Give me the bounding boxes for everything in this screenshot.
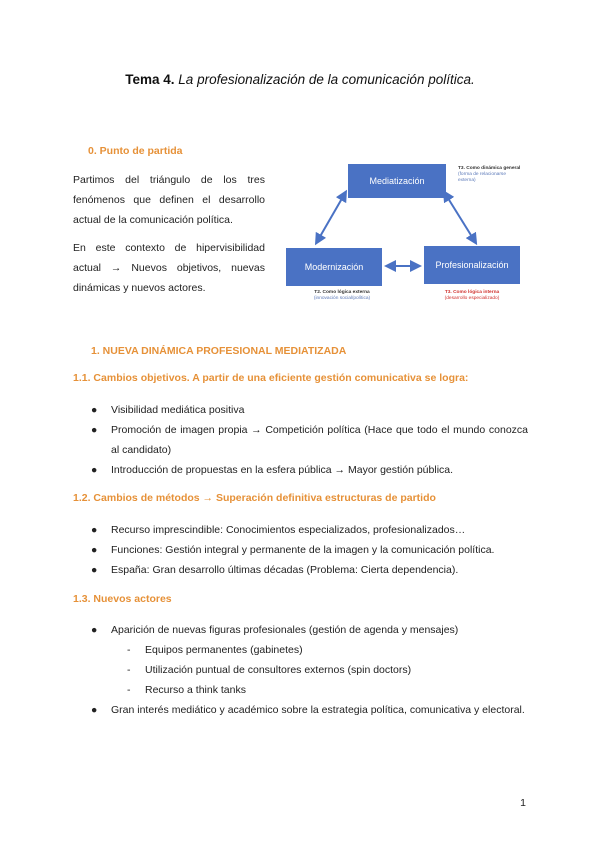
note-right-heading: T3. Como lógica interna	[444, 290, 500, 295]
note-left-sub: (innovación social/política)	[313, 296, 371, 301]
list-item	[91, 620, 528, 640]
bullet-icon: ●	[91, 524, 98, 536]
page-number: 1	[520, 797, 526, 809]
list-1-2	[91, 520, 528, 580]
list-item-text: Promoción de imagen propia → Competición política (Hace que todo el mundo conozca al candidato)	[111, 424, 528, 456]
bullet-icon: ●	[91, 424, 98, 436]
arrow-mediatizacion-profesionalizacion	[446, 195, 474, 240]
sublist-item-text: Equipos permanentes (gabinetes)	[145, 644, 303, 656]
bullet-icon: ●	[91, 704, 98, 716]
title-text: La profesionalización de la comunicación política.	[178, 72, 475, 87]
list-item	[91, 560, 528, 580]
sublist-item	[127, 680, 527, 700]
intro-paragraph-2: En este contexto de hipervisibilidad actual → Nuevos objetivos, nuevas dinámicas y nuevos actores.	[73, 242, 265, 294]
list-item-text: Gran interés mediático y académico sobre la estrategia política, comunicativa y electoral.	[111, 704, 525, 716]
note-top-heading: T3. Como dinámica general	[458, 166, 521, 171]
bullet-icon: ●	[91, 624, 98, 636]
list-item	[91, 420, 528, 460]
dash-icon: -	[127, 664, 131, 676]
note-top	[458, 166, 522, 184]
list-item	[91, 540, 528, 560]
section-1-3-heading: 1.3. Nuevos actores	[73, 593, 172, 605]
box-modernizacion: Modernización	[286, 248, 382, 286]
sublist-item-text: Recurso a think tanks	[145, 684, 246, 696]
list-item	[91, 400, 528, 420]
intro-paragraph-1: Partimos del triángulo de los tres fenómenos que definen el desarrollo actual de la comunicación política.	[73, 174, 265, 226]
list-item	[91, 520, 528, 540]
list-item-text: España: Gran desarrollo últimas décadas (Problema: Cierta dependencia).	[111, 564, 459, 576]
sublist-item	[127, 640, 527, 660]
list-item-text: Recurso imprescindible: Conocimientos especializados, profesionalizados…	[111, 524, 466, 536]
note-left-heading: T2. Como lógica externa	[314, 290, 370, 295]
list-1-1	[91, 400, 528, 480]
dash-icon: -	[127, 644, 131, 656]
list-item-text: Funciones: Gestión integral y permanente de la imagen y la comunicación política.	[111, 544, 495, 556]
bullet-icon: ●	[91, 564, 98, 576]
dash-icon: -	[127, 684, 131, 696]
sublist-item	[127, 660, 527, 680]
list-1-3-a	[91, 620, 528, 640]
note-right	[430, 290, 514, 302]
list-item	[91, 700, 528, 720]
arrow-mediatizacion-modernizacion	[318, 195, 344, 240]
box-profesionalizacion: Profesionalización	[424, 246, 520, 284]
bullet-icon: ●	[91, 544, 98, 556]
note-left	[302, 290, 382, 302]
note-right-sub: (desarrollo especializado)	[444, 296, 500, 301]
title-number: Tema 4.	[125, 72, 175, 87]
note-top-sub: (forma de relacionarse externa)	[458, 172, 506, 183]
sublist-item-text: Utilización puntual de consultores externos (spin doctors)	[145, 664, 412, 676]
section-0-heading: 0. Punto de partida	[88, 145, 183, 157]
page-title	[0, 72, 600, 87]
list-item	[91, 460, 528, 480]
section-1-2-heading: 1.2. Cambios de métodos → Superación definitiva estructuras de partido	[73, 492, 436, 504]
list-item-text: Aparición de nuevas figuras profesionales (gestión de agenda y mensajes)	[111, 624, 459, 636]
bullet-icon: ●	[91, 404, 98, 416]
section-1-heading: 1. NUEVA DINÁMICA PROFESIONAL MEDIATIZADA	[91, 345, 347, 357]
list-1-3-b	[91, 700, 528, 720]
box-mediatizacion: Mediatización	[348, 164, 446, 198]
section-1-1-heading: 1.1. Cambios objetivos. A partir de una eficiente gestión comunicativa se logra:	[73, 372, 469, 384]
list-item-text: Introducción de propuestas en la esfera pública → Mayor gestión pública.	[111, 464, 454, 476]
sublist-actors	[127, 640, 527, 700]
bullet-icon: ●	[91, 464, 98, 476]
triangle-diagram	[282, 150, 522, 310]
list-item-text: Visibilidad mediática positiva	[111, 404, 245, 416]
